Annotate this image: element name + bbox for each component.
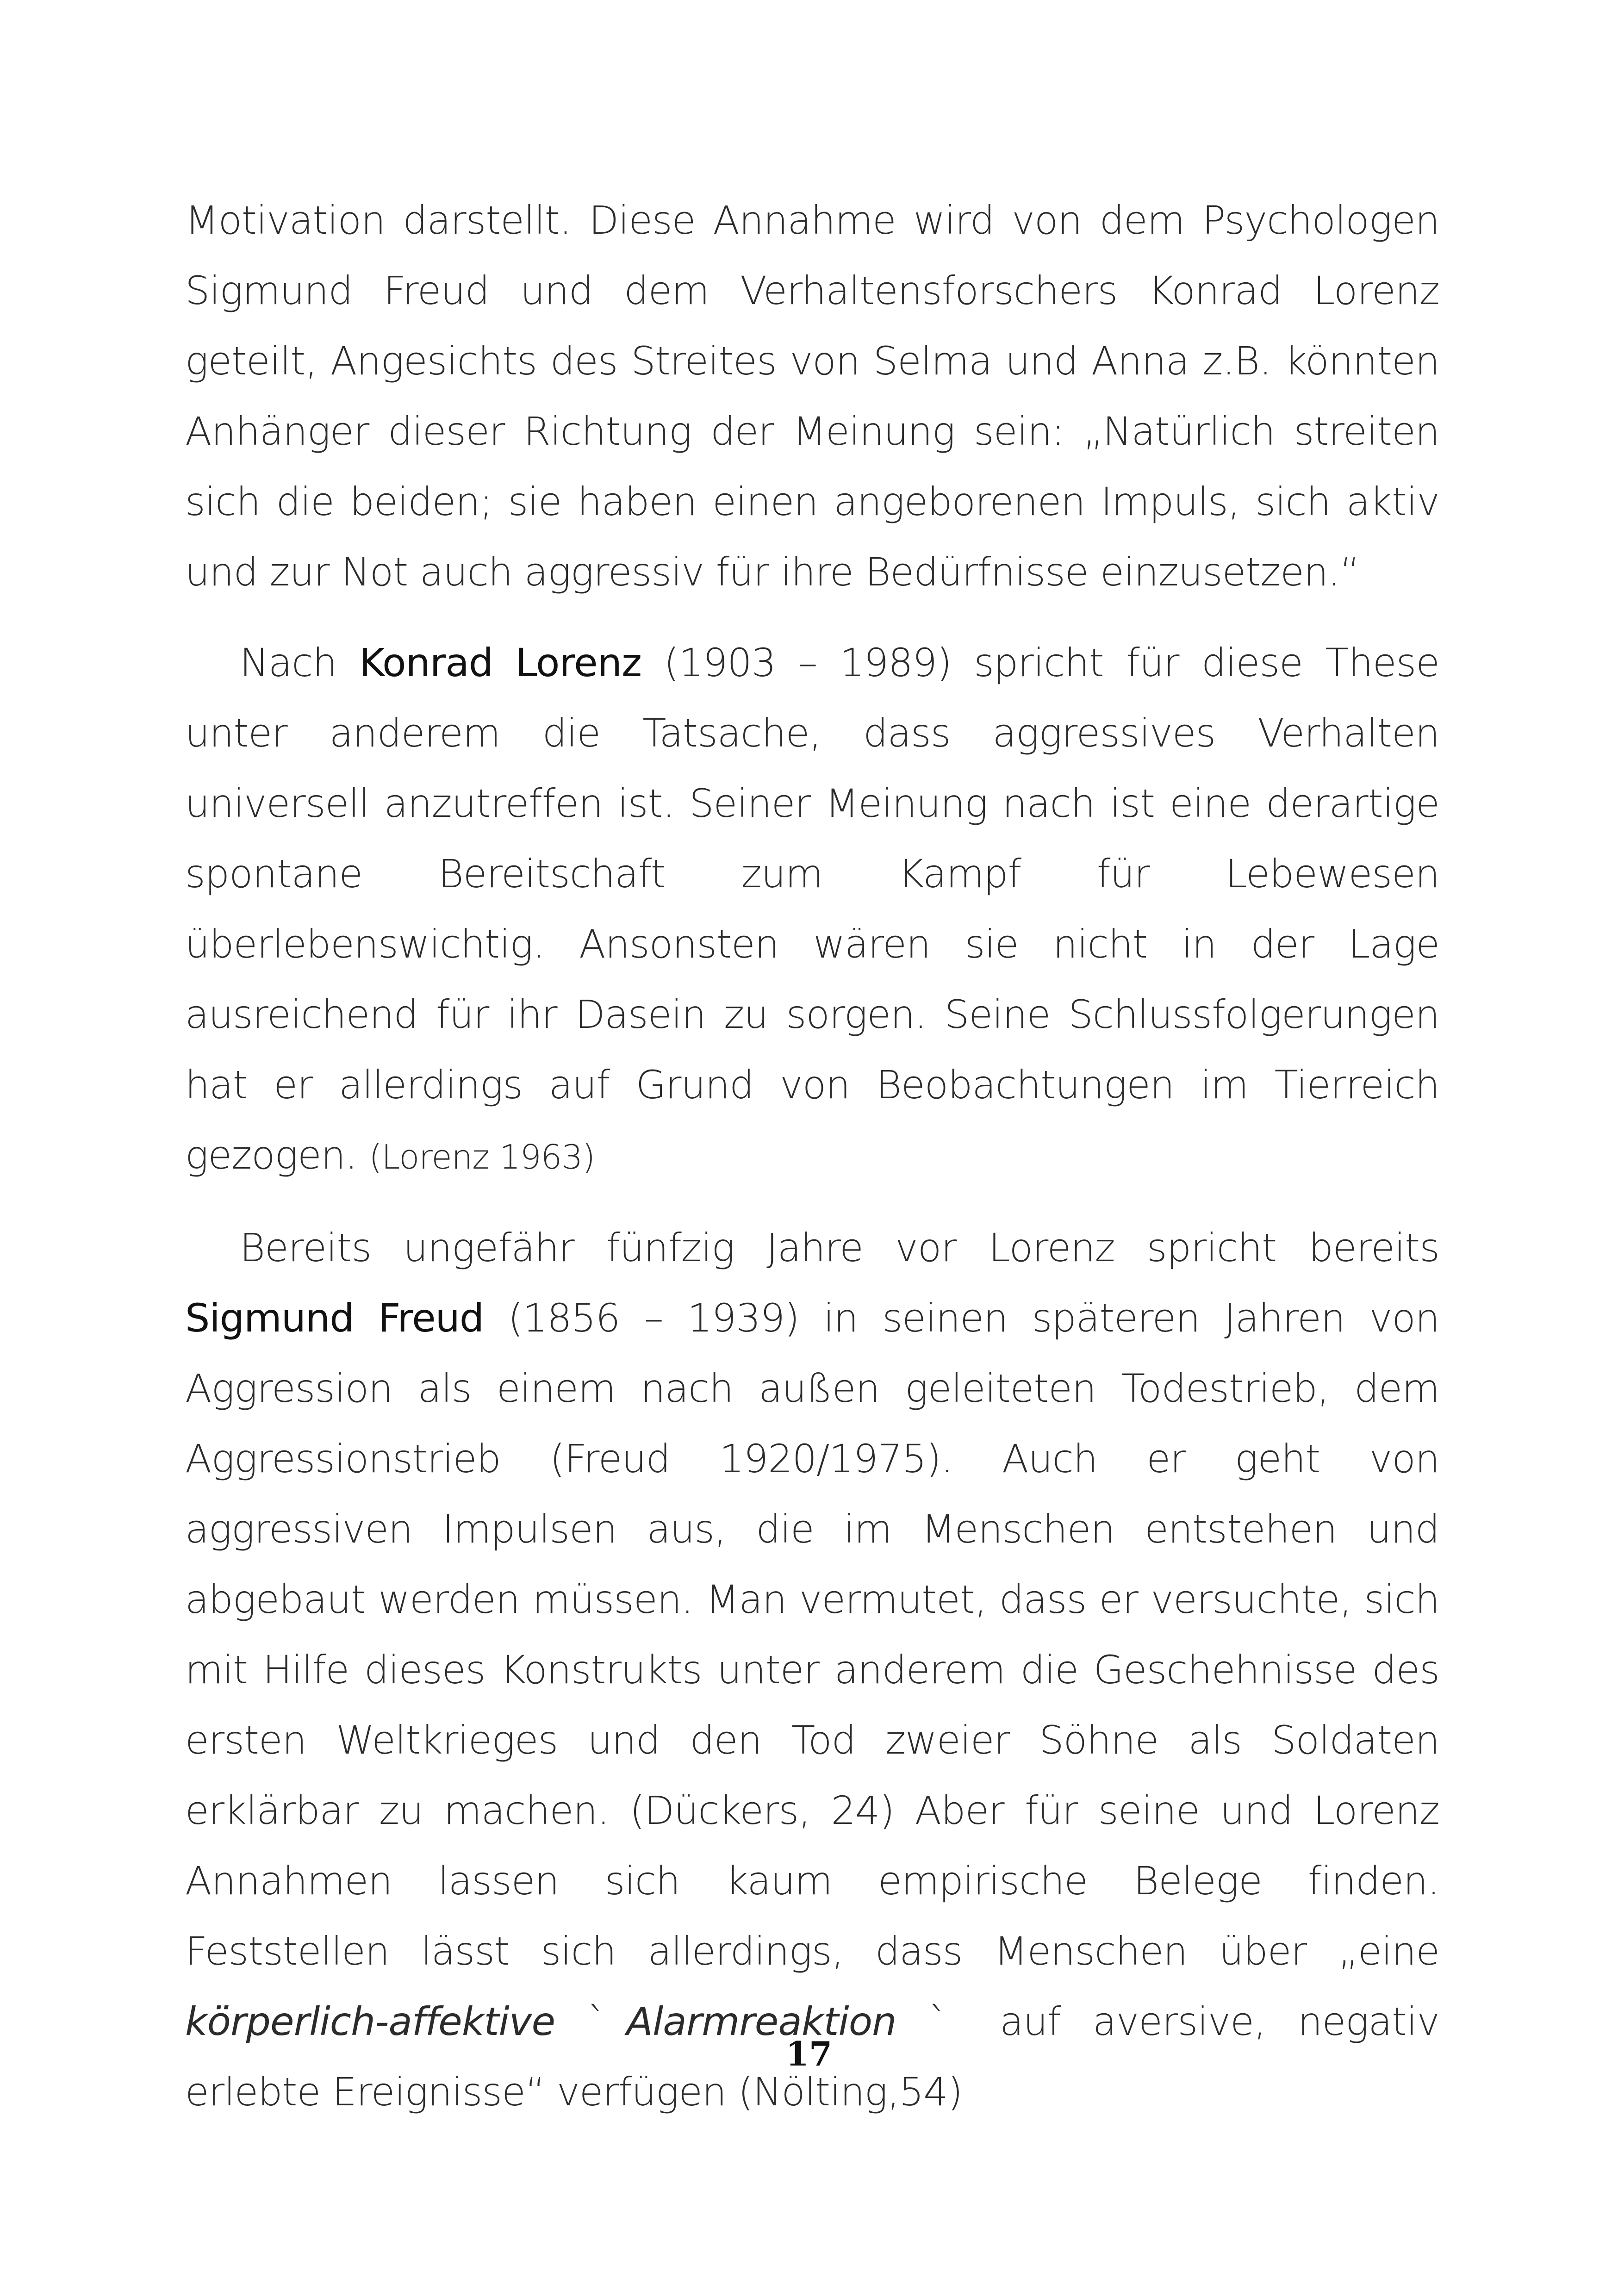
paragraph-3 [185, 1213, 1439, 2127]
paragraph-3-mid: ˋ [555, 1999, 627, 2044]
paragraph-2-intro: Nach [240, 640, 360, 685]
paragraph-3-end: ˋ auf aversive, negativ erlebte Ereignisse“ verfügen (Nölting,54) [185, 1999, 1440, 2115]
paragraph-1 [185, 185, 1439, 607]
body-text [185, 185, 1439, 2147]
paragraph-2 [185, 628, 1439, 1192]
paragraph-1-text: Motivation darstellt. Diese Annahme wird von dem Psychologen Sigmund Freud und dem Verhaltensforschers Konrad Lorenz geteilt, Angesichts des Streites von Selma und Anna z.B. könnten Anhänger dieser Richtung der Meinung sein: „Natürlich streiten sich die beiden; sie haben einen angeborenen Impuls, sich aktiv und zur Not auch aggressiv für ihre Bedürfnisse einzusetzen.“ [185, 198, 1439, 595]
citation-lorenz-1963: (Lorenz 1963) [369, 1138, 595, 1176]
italic-alarmreaktion: Alarmreaktion [626, 1999, 896, 2044]
name-sigmund-freud: Sigmund Freud [185, 1295, 484, 1341]
paragraph-2-text: (1903 – 1989) spricht für diese These unter anderem die Tatsache, dass aggressives Verhalten universell anzutreffen ist. Seiner Meinung nach ist eine derartige spontane Bereitschaft zum Kampf für Lebewesen überlebenswichtig. Ansonsten wären sie nicht in der Lage ausreichend für ihr Dasein zu sorgen. Seine Schlussfolgerungen hat er allerdings auf Grund von Beobachtungen im Tierreich gezogen. [185, 640, 1439, 1178]
page-number: 17 [785, 2034, 833, 2073]
paragraph-3-intro: Bereits ungefähr fünfzig Jahre vor Lorenz spricht bereits [240, 1225, 1439, 1270]
paragraph-3-text: (1856 – 1939) in seinen späteren Jahren von Aggression als einem nach außen geleiteten Todestrieb, dem Aggressionstrieb (Freud 1920/1975). Auch er geht von aggressiven Impulsen aus, die im Menschen entstehen und abgebaut werden müssen. Man vermutet, dass er versuchte, sich mit Hilfe dieses Konstrukts unter anderem die Geschehnisse des ersten Weltkrieges und den Tod zweier Söhne als Soldaten erklärbar zu machen. (Dückers, 24) Aber für seine und Lorenz Annahmen lassen sich kaum empirische Belege finden. Feststellen lässt sich allerdings, dass Menschen über „eine [185, 1295, 1439, 1974]
name-konrad-lorenz: Konrad Lorenz [359, 640, 642, 685]
italic-koerperlich-affektive: körperlich-affektive [185, 1999, 555, 2044]
